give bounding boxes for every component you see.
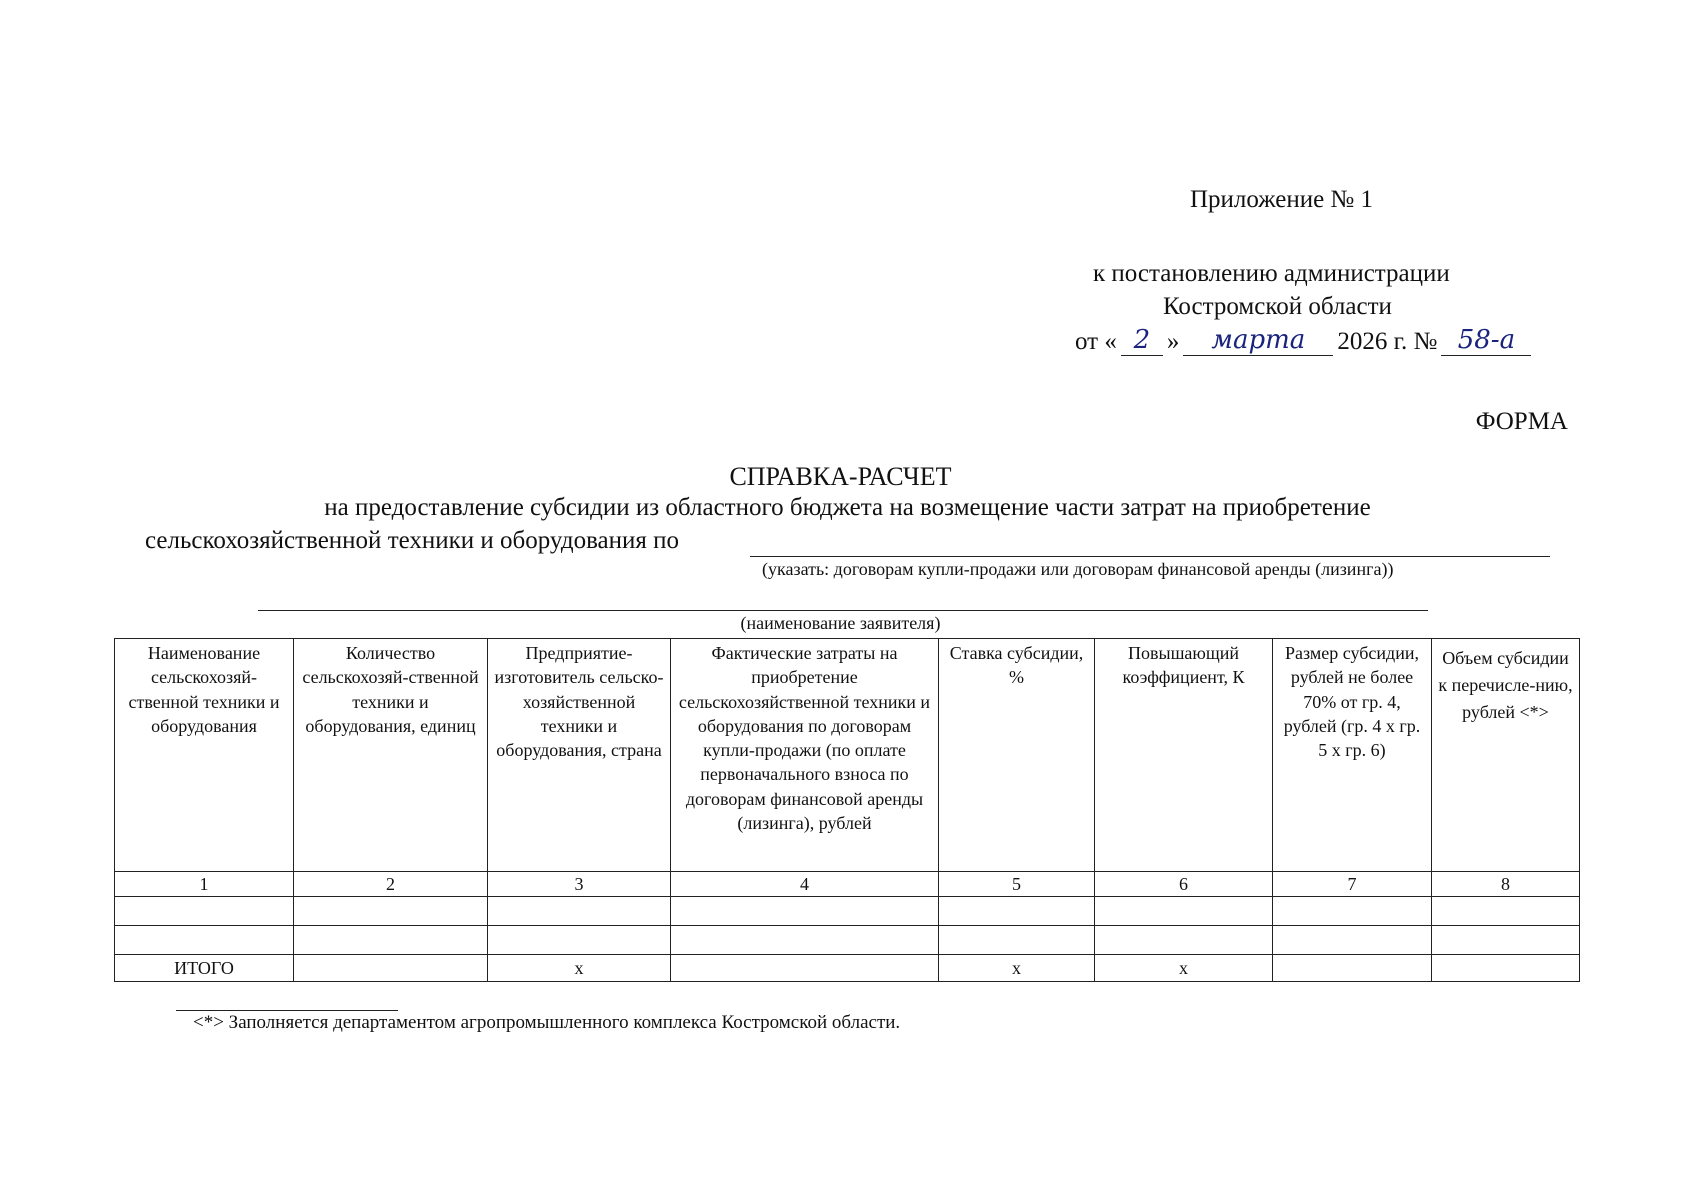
appendix-line-region: Костромской области xyxy=(1163,293,1392,320)
table-cell xyxy=(1095,926,1273,955)
date-month: марта xyxy=(1183,325,1333,356)
column-number: 7 xyxy=(1273,872,1432,897)
table-cell xyxy=(1273,926,1432,955)
document-subtitle-line2: сельскохозяйственной техники и оборудования по xyxy=(145,527,680,554)
footnote: <*> Заполняется департаментом агропромышленного комплекса Костромской области. xyxy=(193,1012,901,1033)
applicant-hint: (наименование заявителя) xyxy=(740,613,941,633)
column-number: 4 xyxy=(671,872,939,897)
date-prefix: от « xyxy=(1075,328,1117,355)
table-header-row xyxy=(115,639,1580,872)
header-cell: Объем субсидии к перечисле-нию, рублей <*> xyxy=(1432,639,1580,872)
table-cell xyxy=(939,897,1095,926)
header-cell: Количество сельскохозяй-ственной техники и оборудования, единиц xyxy=(294,639,488,872)
column-number: 1 xyxy=(115,872,294,897)
total-cell: х xyxy=(939,955,1095,982)
appendix-date-line xyxy=(1075,325,1531,356)
total-cell xyxy=(1273,955,1432,982)
document-subtitle-line1: на предоставление субсидии из областного бюджета на возмещение части затрат на приобретение xyxy=(324,494,1371,521)
table-cell xyxy=(488,926,671,955)
contract-type-fill-line xyxy=(750,556,1550,557)
table-total-row xyxy=(115,955,1580,982)
total-cell: х xyxy=(1095,955,1273,982)
appendix-title: Приложение № 1 xyxy=(1190,186,1374,213)
date-day: 2 xyxy=(1121,325,1163,356)
total-label: ИТОГО xyxy=(115,955,294,982)
header-cell: Размер субсидии, рублей не более 70% от гр. 4, рублей (гр. 4 х гр. 5 х гр. 6) xyxy=(1273,639,1432,872)
total-cell: х xyxy=(488,955,671,982)
table-cell xyxy=(1432,926,1580,955)
header-cell: Повышающий коэффициент, К xyxy=(1095,639,1273,872)
header-cell: Фактические затраты на приобретение сельскохозяйственной техники и оборудования по договорам купли-продажи (по оплате первоначального взноса по договорам финансовой аренды (лизинга), рублей xyxy=(671,639,939,872)
table-cell xyxy=(294,897,488,926)
table-cell xyxy=(488,897,671,926)
column-number: 6 xyxy=(1095,872,1273,897)
total-cell xyxy=(1432,955,1580,982)
table-cell xyxy=(115,897,294,926)
total-cell xyxy=(671,955,939,982)
column-number: 5 xyxy=(939,872,1095,897)
table-cell xyxy=(115,926,294,955)
table-cell xyxy=(671,926,939,955)
table-row xyxy=(115,926,1580,955)
table-cell xyxy=(1432,897,1580,926)
footnote-divider xyxy=(176,1010,398,1011)
applicant-fill-line xyxy=(258,610,1428,611)
table-cell xyxy=(1095,897,1273,926)
header-cell: Предприятие-изготовитель сельско-хозяйственной техники и оборудования, страна xyxy=(488,639,671,872)
column-number: 3 xyxy=(488,872,671,897)
table-number-row xyxy=(115,872,1580,897)
contract-type-hint: (указать: договорам купли-продажи или договорам финансовой аренды (лизинга)) xyxy=(762,559,1394,579)
date-year: 2026 г. № xyxy=(1337,328,1438,355)
table-row xyxy=(115,897,1580,926)
header-cell: Наименование сельскохозяй-ственной техники и оборудования xyxy=(115,639,294,872)
document-title: СПРАВКА-РАСЧЕТ xyxy=(729,462,952,491)
column-number: 8 xyxy=(1432,872,1580,897)
table-cell xyxy=(939,926,1095,955)
subsidy-table xyxy=(114,638,1580,982)
column-number: 2 xyxy=(294,872,488,897)
date-mid: » xyxy=(1166,328,1180,355)
appendix-line-decree: к постановлению администрации xyxy=(1093,260,1450,287)
total-cell xyxy=(294,955,488,982)
decree-number: 58-а xyxy=(1441,325,1531,356)
table-cell xyxy=(671,897,939,926)
header-cell: Ставка субсидии, % xyxy=(939,639,1095,872)
form-label: ФОРМА xyxy=(1475,408,1568,435)
table-cell xyxy=(294,926,488,955)
table-cell xyxy=(1273,897,1432,926)
